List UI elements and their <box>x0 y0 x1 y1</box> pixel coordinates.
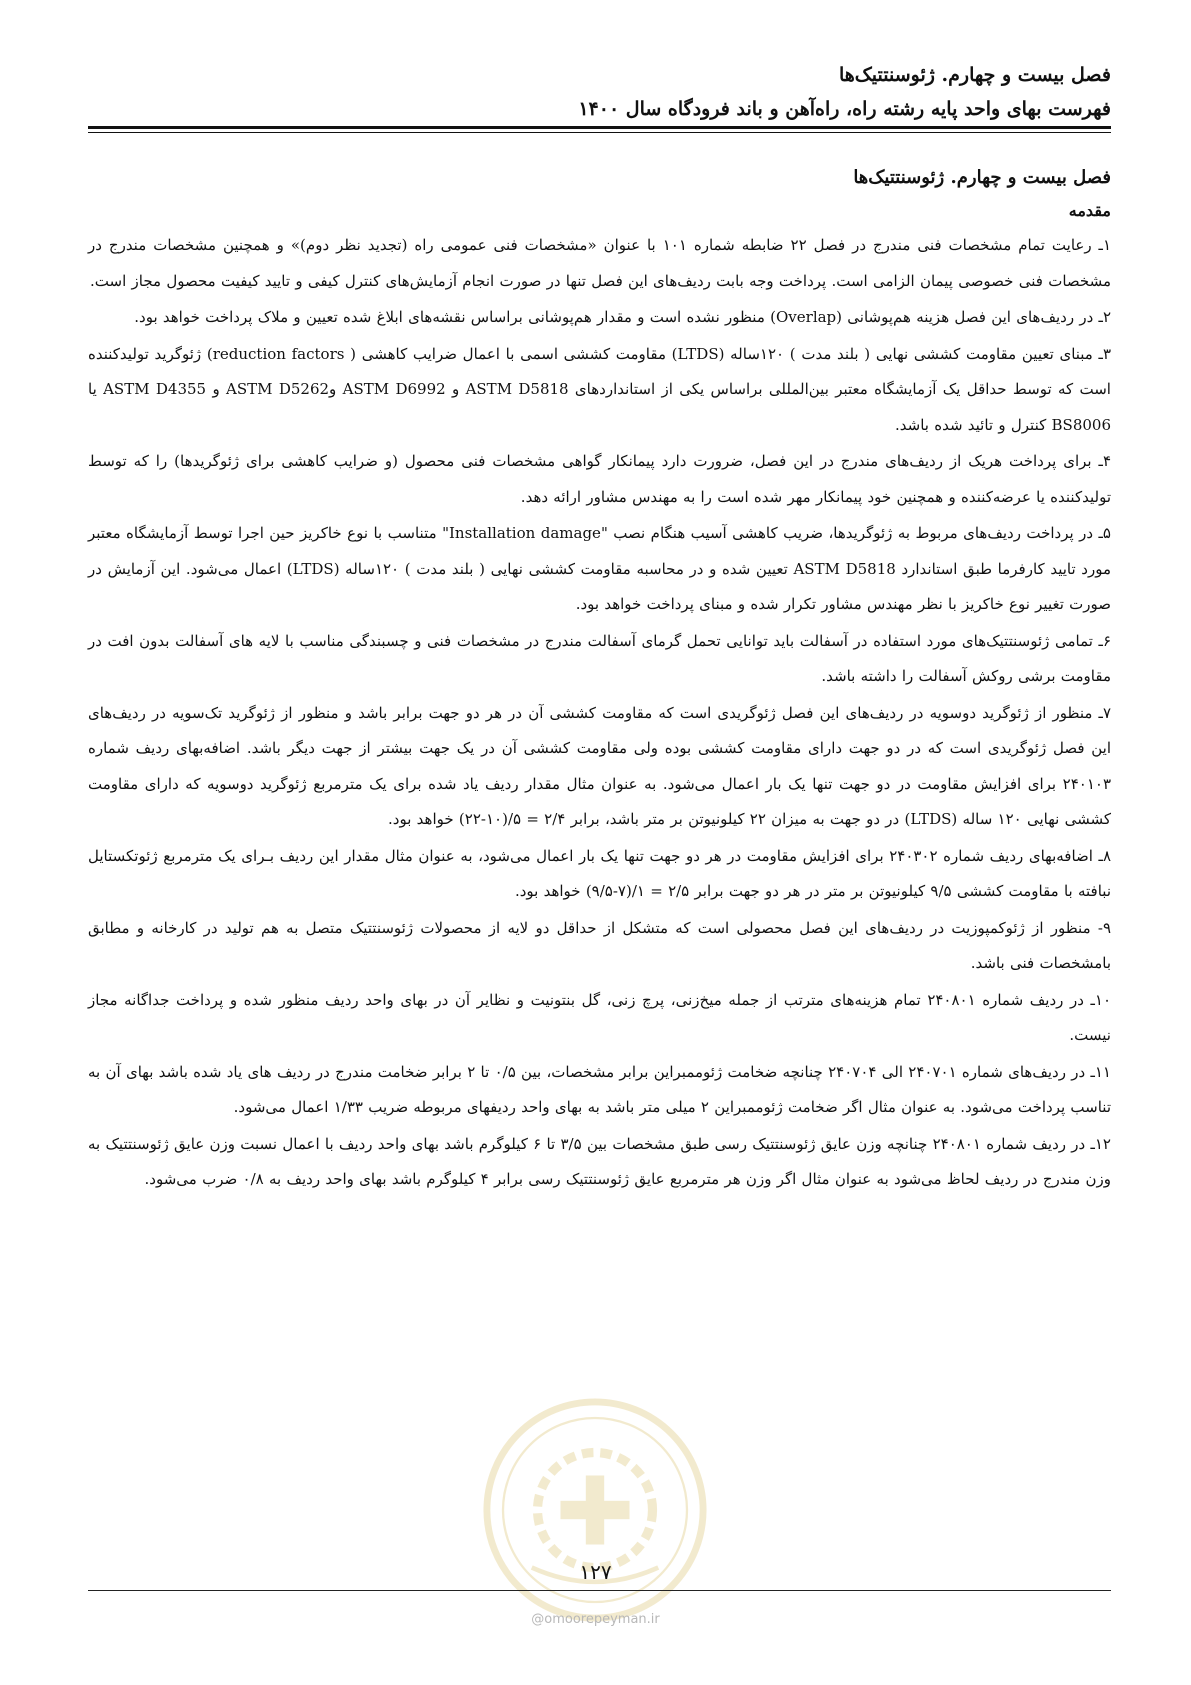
paragraph-9: ۹- منظور از ژئوکمپوزیت در ردیف‌های این فصل محصولی است که متشکل از حداقل دو لایه از محصولات ژئوسنتتیک متصل به هم تولید در کارخانه و مطابق بامشخصات فنی باشد. <box>88 918 1111 972</box>
header-divider-thick <box>88 126 1111 129</box>
header-chapter-title: فصل بیست و چهارم. ژئوسنتتیک‌ها <box>838 64 1111 86</box>
paragraph-6: ۶ـ تمامی ژئوسنتتیک‌های مورد استفاده در آسفالت باید توانایی تحمل گرمای آسفالت مندرج در مشخصات فنی و چسبندگی مناسب با لایه های آسفالت بدون افت در مقاومت برشی روکش آسفالت را داشته باشد. <box>88 631 1111 685</box>
paragraph-10: ۱۰ـ در ردیف شماره ۲۴۰۸۰۱ تمام هزینه‌های مترتب از جمله میخ‌زنی، پرچ زنی، گل بنتونیت و نظایر آن در بهای واحد ردیف منظور شده و پرداخت جداگانه مجاز نیست. <box>88 990 1112 1044</box>
paragraph-7: ۷ـ منظور از ژئوگرید دوسویه در ردیف‌های این فصل ژئوگریدی است که مقاومت کششی آن در هر دو جهت برابر باشد و منظور از ژئوگرید تک‌سویه در ردیف‌های این فصل ژئوگریدی است که در دو جهت دارای مقاومت کششی بوده ولی مقاومت کششی آن در یک جهت بیشتر از جهت دیگر باشد. اضافه‌بهای ردیف شماره ۲۴۰۱۰۳ برای افزایش مقاومت در دو جهت تنها یک بار اعمال می‌شود. به عنوان مثال مقدار ردیف یاد شده برای یک مترمربع ژئوگرید دوسویه که دارای مقاومت کششی نهایی ۱۲۰ ساله (LTDS) در دو جهت به میزان ۲۲ کیلونیوتن بر متر باشد، برابر ۲/۴ = ۵/(۱۰-۲۲) خواهد بود. <box>88 703 1111 828</box>
page-content <box>88 160 1111 1199</box>
footer-divider <box>88 1590 1111 1591</box>
page-header <box>88 58 1111 126</box>
paragraph-1: ۱ـ رعایت تمام مشخصات فنی مندرج در فصل ۲۲ ضابطه شماره ۱۰۱ با عنوان «مشخصات فنی عمومی راه (تجدید نظر دوم)» و همچنین مشخصات مندرج در مشخصات فنی خصوصی پیمان الزامی است. پرداخت وجه بابت ردیف‌های این فصل تنها در صورت انجام آزمایش‌های کنترل کیفی و تایید کیفیت محصول مجاز است. <box>88 236 1112 290</box>
header-divider-thin <box>88 132 1111 133</box>
header-document-title: فهرست بهای واحد پایه رشته راه، راه‌آهن و باند فرودگاه سال ۱۴۰۰ <box>578 98 1111 120</box>
site-watermark-text: @omoorepeyman.ir <box>531 1612 660 1627</box>
paragraph-4: ۴ـ برای پرداخت هریک از ردیف‌های مندرج در این فصل، ضرورت دارد پیمانکار گواهی مشخصات فنی محصول (و ضرایب کاهشی برای ژئوگریدها) را که توسط تولیدکننده یا عرضه‌کننده و همچنین خود پیمانکار مهر شده است را به مهندس مشاور ارائه دهد. <box>88 452 1111 506</box>
intro-heading: مقدمه <box>1068 201 1111 220</box>
paragraph-12: ۱۲ـ در ردیف شماره ۲۴۰۸۰۱ چنانچه وزن عایق ژئوسنتتیک رسی طبق مشخصات بین ۳/۵ تا ۶ کیلوگرم باشد بهای واحد ردیف با اعمال نسبت وزن عایق ژئوسنتتیک به وزن مندرج در ردیف لحاظ می‌شود به عنوان مثال اگر وزن هر مترمربع عایق ژئوسنتتیک رسی برابر ۴ کیلوگرم باشد بهای واحد ردیف به ۰/۸ ضرب می‌شود. <box>88 1134 1111 1188</box>
paragraph-2: ۲ـ در ردیف‌های این فصل هزینه هم‌پوشانی (Overlap) منظور نشده است و مقدار هم‌پوشانی براساس نقشه‌های ابلاغ شده تعیین و ملاک پرداخت خواهد بود. <box>134 308 1111 326</box>
section-title: فصل بیست و چهارم. ژئوسنتتیک‌ها <box>853 167 1111 188</box>
page-number: ۱۲۷ <box>579 1560 612 1584</box>
paragraph-11: ۱۱ـ در ردیف‌های شماره ۲۴۰۷۰۱ الی ۲۴۰۷۰۴ چنانچه ضخامت ژئوممبراین برابر مشخصات، بین ۰/۵ تا ۲ برابر ضخامت مندرج در ردیف های یاد شده باشد بهای آن به تناسب پرداخت می‌شود. به عنوان مثال اگر ضخامت ژئوممبراین ۲ میلی متر باشد به بهای واحد ردیفهای مربوطه ضریب ۱/۳۳ اعمال می‌شود. <box>88 1062 1111 1116</box>
paragraph-5: ۵ـ در پرداخت ردیف‌های مربوط به ژئوگریدها، ضریب کاهشی آسیب هنگام نصب "Installation damage" متناسب با نوع خاکریز حین اجرا توسط آزمایشگاه معتبر مورد تایید کارفرما طبق استاندارد ASTM D5818 تعیین شده و در محاسبه مقاومت کششی نهایی ( بلند مدت ) ۱۲۰ساله (LTDS) اعمال می‌شود. این آزمایش در صورت تغییر نوع خاکریز با نظر مهندس مشاور تکرار شده و مبنای پرداخت خواهد بود. <box>88 524 1111 613</box>
paragraph-3: ۳ـ مبنای تعیین مقاومت کششی نهایی ( بلند مدت ) ۱۲۰ساله (LTDS) مقاومت کششی اسمی با اعمال ضرایب کاهشی ( reduction factors) ژئوگرید تولیدکننده است که توسط حداقل یک آزمایشگاه معتبر بین‌المللی براساس یکی از استانداردهای ASTM D5818 و ASTM D6992 وASTM D5262 و ASTM D4355 یا BS8006 کنترل و تائید شده باشد. <box>88 344 1111 434</box>
paragraph-8: ۸ـ اضافه‌بهای ردیف شماره ۲۴۰۳۰۲ برای افزایش مقاومت در هر دو جهت تنها یک بار اعمال می‌شود، به عنوان مثال مقدار این ردیف بـرای یک مترمربع ژئوتکستایل نبافته با مقاومت کششی ۹/۵ کیلونیوتن بر متر در هر دو جهت برابر ۲/۵ = ۱/(۷-۹/۵) خواهد بود. <box>88 846 1111 900</box>
